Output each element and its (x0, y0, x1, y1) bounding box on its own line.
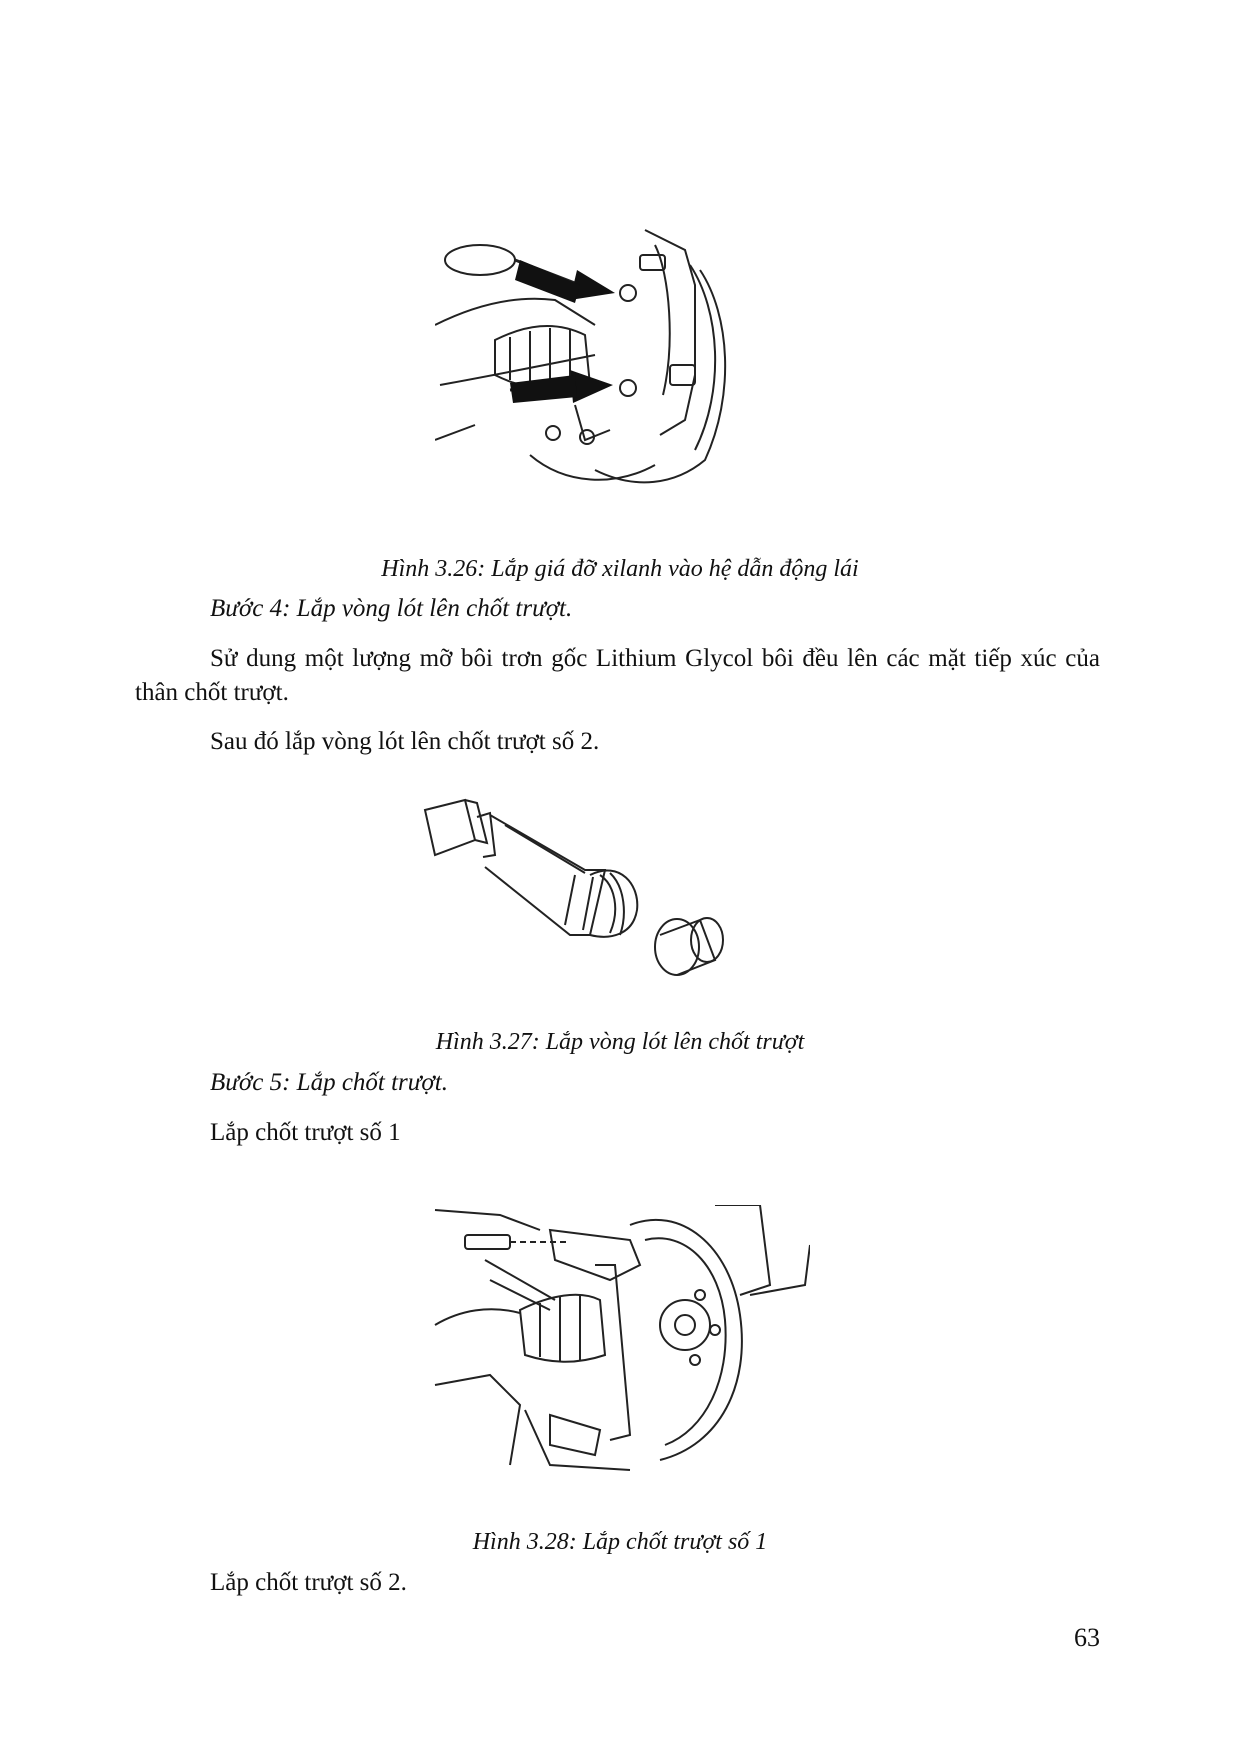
figure-caption: Hình 3.28: Lắp chốt trượt số 1 (472, 1529, 768, 1555)
step-heading: Bước 4: Lắp vòng lót lên chốt trượt. (210, 595, 573, 622)
paragraph: Lắp chốt trượt số 2. (210, 1569, 407, 1596)
step-heading: Bước 5: Lắp chốt trượt. (210, 1069, 448, 1096)
paragraph: Sử dung một lượng mỡ bôi trơn gốc Lithium Glycol bôi đều lên các mặt tiếp xúc của thân chốt trượt. (135, 645, 1100, 706)
paragraph: Lắp chốt trượt số 1 (210, 1119, 401, 1146)
figure-caption: Hình 3.27: Lắp vòng lót lên chốt trượt (435, 1029, 805, 1055)
page-number: 63 (1074, 1623, 1100, 1652)
figure-3-26-illustration (435, 225, 745, 495)
figure-caption: Hình 3.26: Lắp giá đỡ xilanh vào hệ dẫn động lái (381, 556, 859, 582)
figure-3-28-illustration (430, 1205, 810, 1475)
paragraph: Sau đó lắp vòng lót lên chốt trượt số 2. (210, 728, 600, 755)
figure-3-27-illustration (415, 795, 755, 985)
